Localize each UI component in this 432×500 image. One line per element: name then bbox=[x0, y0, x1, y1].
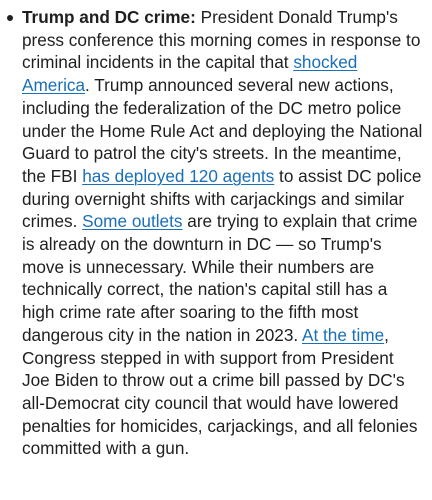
link-some-outlets[interactable]: Some outlets bbox=[82, 211, 183, 232]
article-body bbox=[0, 6, 432, 460]
link-fbi-agents[interactable]: has deployed 120 agents bbox=[82, 165, 275, 186]
list-item bbox=[0, 6, 424, 460]
item-text: to assist DC police during overnight shifts with carjackings and similar crimes. bbox=[22, 165, 422, 232]
bullet-point-icon bbox=[7, 15, 13, 21]
item-text: are trying to explain that crime is already on the downturn in DC — so Trump's move is unnecessary. While their numbers are technically correct, the nation's capital still has a high crime rate after soaring to the fifth most dangerous city in the nation in 2023. bbox=[22, 211, 418, 345]
item-text: . Trump announced several new actions, including the federalization of the DC metro police under the Home Rule Act and deploying the National Guard to patrol the city's streets. In the meantime, the FBI bbox=[22, 75, 423, 186]
link-shocked-america[interactable]: shocked America bbox=[22, 52, 358, 96]
item-text: , Congress stepped in with support from President Joe Biden to throw out a crime bill passed by DC's all-Democrat city council that would have lowered penalties for homicides, carjackings, and all felonies committed with a gun. bbox=[22, 324, 418, 459]
bullet-list bbox=[0, 6, 424, 460]
link-at-the-time[interactable]: At the time bbox=[301, 324, 385, 345]
item-text: President Donald Trump's press conference this morning comes in response to criminal incidents in the capital that bbox=[22, 7, 421, 73]
item-lead: Trump and DC crime: bbox=[22, 7, 196, 27]
